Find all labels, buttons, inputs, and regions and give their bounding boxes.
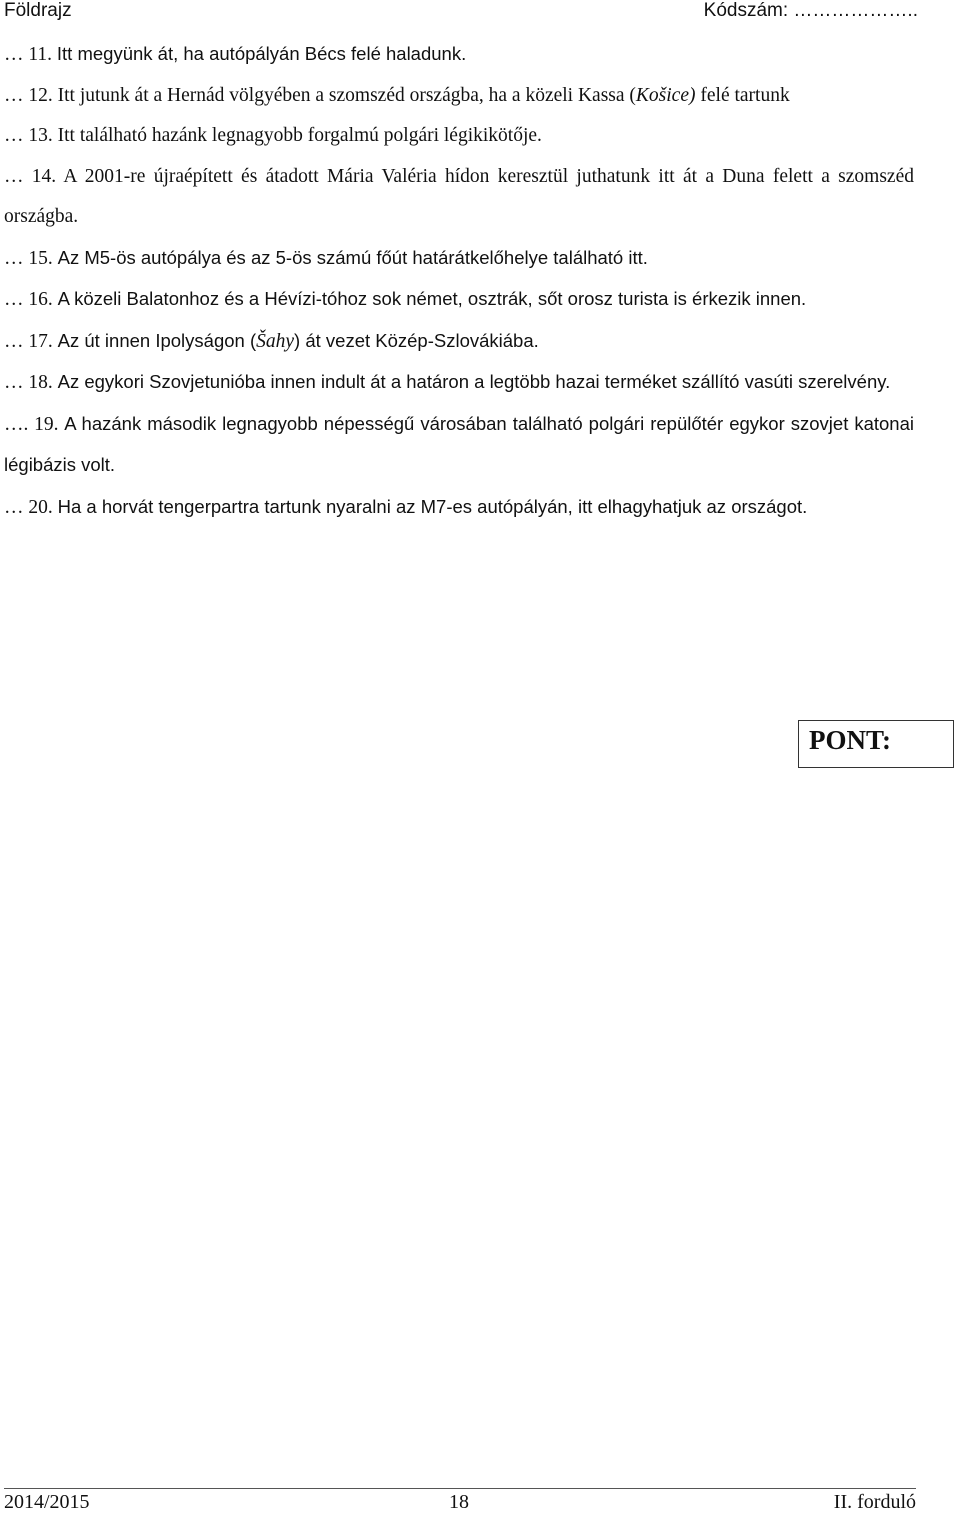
question-text: Az M5-ös autópálya és az 5-ös számú főút határátkelőhelye található itt. [57,246,648,268]
answer-blank: … 16. [4,289,58,310]
question-item [4,116,914,157]
question-text-italic: Šahy [256,330,295,352]
question-item [4,76,914,117]
question-text: A közeli Balatonhoz és a Hévízi-tóhoz sok német, osztrák, sőt orosz turista is érkezik innen. [57,288,807,309]
answer-blank: …. 19. [4,413,65,435]
answer-blank: … 11. [4,44,57,65]
page-number: 18 [449,1491,469,1513]
subject-title: Földrajz [4,0,72,21]
question-text: Itt megyünk át, ha autópályán Bécs felé haladunk. [56,43,467,64]
question-item [4,279,914,321]
question-item [4,404,914,487]
question-text: Az egykori Szovjetunióba innen indult át a határon a legtöbb hazai terméket szállító vasúti szerelvény. [57,371,891,392]
question-text: A hazánk második legnagyobb népességű városában található polgári repülőtér egykor szovjet katonai légibázis volt. [4,412,914,475]
answer-blank: … 17. [4,330,58,352]
question-item [4,487,914,529]
score-label: PONT: [809,725,891,755]
question-text: Itt található hazánk legnagyobb forgalmú polgári légikikötője. [57,125,542,146]
question-item [4,157,914,238]
question-text: Itt jutunk át a Hernád völgyében a szomszéd országba, ha a közeli Kassa ( [57,84,636,106]
question-text: ) át vezet Közép-Szlovákiába. [294,329,539,351]
question-item [4,321,914,363]
answer-blank: … 12. [4,84,58,106]
footer-divider [4,1488,916,1489]
question-item [4,34,914,76]
answer-blank: … 20. [4,496,58,518]
question-list [4,34,914,528]
question-item [4,362,914,404]
score-box[interactable] [798,720,954,768]
question-item [4,238,914,280]
answer-blank: … 18. [4,372,58,393]
round-label: II. forduló [833,1491,916,1513]
question-text-italic: Košice) [635,84,696,106]
question-text: A 2001-re újraépített és átadott Mária Valéria hídon keresztül juthatunk itt át a Duna felett a szomszéd országba. [4,165,914,227]
code-number-field: Kódszám: ……………….. [703,0,918,21]
question-text: Ha a horvát tengerpartra tartunk nyaralni az M7-es autópályán, itt elhagyhatjuk az országot. [57,495,808,517]
page-header [4,0,916,26]
answer-blank: … 14. [4,165,64,187]
question-text: Az út innen Ipolyságon ( [57,329,257,351]
answer-blank: … 13. [4,125,58,146]
school-year: 2014/2015 [4,1491,90,1513]
answer-blank: … 15. [4,247,58,269]
page-footer [4,1491,916,1515]
question-text: felé tartunk [695,84,790,106]
